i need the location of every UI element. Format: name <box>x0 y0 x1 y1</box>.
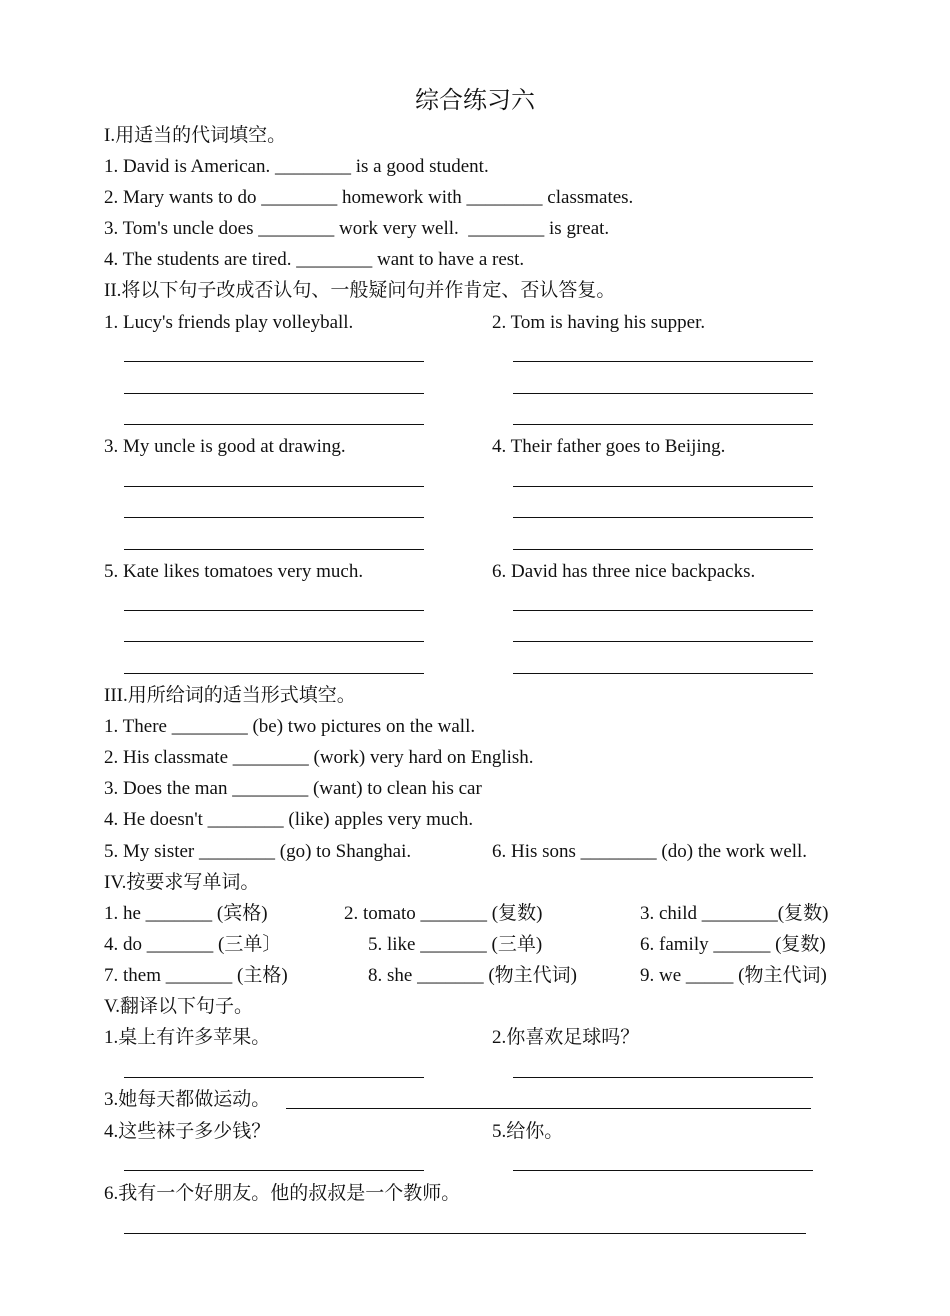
sec4-item-8: 8. she _______ (物主代词) <box>368 965 577 986</box>
answer-line[interactable] <box>124 486 424 487</box>
sec1-item-1: 1. David is American. ________ is a good student. <box>104 156 489 177</box>
sec3-item-3: 3. Does the man ________ (want) to clean his car <box>104 778 482 799</box>
answer-line[interactable] <box>124 393 424 394</box>
section-4-heading: IV.按要求写单词。 <box>104 872 260 893</box>
section-1-heading: I.用适当的代词填空。 <box>104 125 287 146</box>
answer-line[interactable] <box>513 361 813 362</box>
sec4-item-7: 7. them _______ (主格) <box>104 965 288 986</box>
sec4-item-3: 3. child ________(复数) <box>640 903 829 924</box>
answer-line[interactable] <box>513 549 813 550</box>
sec1-item-2: 2. Mary wants to do ________ homework with ________ classmates. <box>104 187 634 208</box>
sec4-item-6: 6. family ______ (复数) <box>640 934 826 955</box>
sec5-item-6: 6.我有一个好朋友。他的叔叔是一个教师。 <box>104 1183 461 1204</box>
sec2-item-1: 1. Lucy's friends play volleyball. <box>104 312 354 333</box>
sec1-item-3: 3. Tom's uncle does ________ work very well. ________ is great. <box>104 218 610 239</box>
answer-line[interactable] <box>124 1233 806 1234</box>
sec3-item-1: 1. There ________ (be) two pictures on the wall. <box>104 716 476 737</box>
answer-line[interactable] <box>124 549 424 550</box>
answer-line[interactable] <box>124 641 424 642</box>
sec4-item-5: 5. like _______ (三单) <box>368 934 543 955</box>
answer-line[interactable] <box>513 517 813 518</box>
sec4-item-1: 1. he _______ (宾格) <box>104 903 268 924</box>
answer-line[interactable] <box>124 673 424 674</box>
answer-line[interactable] <box>124 517 424 518</box>
sec2-item-5: 5. Kate likes tomatoes very much. <box>104 561 364 582</box>
sec2-item-4: 4. Their father goes to Beijing. <box>492 436 726 457</box>
answer-line[interactable] <box>513 424 813 425</box>
answer-line[interactable] <box>124 361 424 362</box>
sec3-item-5: 5. My sister ________ (go) to Shanghai. <box>104 841 412 862</box>
answer-line[interactable] <box>513 1170 813 1171</box>
answer-line[interactable] <box>513 610 813 611</box>
answer-line[interactable] <box>124 610 424 611</box>
sec1-item-4: 4. The students are tired. ________ want to have a rest. <box>104 249 525 270</box>
sec3-item-6: 6. His sons ________ (do) the work well. <box>492 841 808 862</box>
sec2-item-3: 3. My uncle is good at drawing. <box>104 436 346 457</box>
sec5-item-5: 5.给你。 <box>492 1121 564 1142</box>
section-3-heading: III.用所给词的适当形式填空。 <box>104 685 356 706</box>
answer-line[interactable] <box>124 1170 424 1171</box>
sec3-item-2: 2. His classmate ________ (work) very hard on English. <box>104 747 534 768</box>
sec4-item-9: 9. we _____ (物主代词) <box>640 965 827 986</box>
section-5-heading: V.翻译以下句子。 <box>104 996 254 1017</box>
sec2-item-2: 2. Tom is having his supper. <box>492 312 706 333</box>
sec2-item-6: 6. David has three nice backpacks. <box>492 561 756 582</box>
answer-line[interactable] <box>513 486 813 487</box>
sec5-item-4: 4.这些袜子多少钱？ <box>104 1121 271 1142</box>
page-title: 综合练习六 <box>415 88 535 114</box>
answer-line[interactable] <box>513 641 813 642</box>
sec4-item-2: 2. tomato _______ (复数) <box>344 903 543 924</box>
section-2-heading: II.将以下句子改成否认句、一般疑问句并作肯定、否认答复。 <box>104 280 616 301</box>
answer-line[interactable] <box>124 1077 424 1078</box>
answer-line[interactable] <box>513 1077 813 1078</box>
sec4-item-4: 4. do _______ (三单〕 <box>104 934 282 955</box>
sec5-item-1: 1.桌上有许多苹果。 <box>104 1027 271 1048</box>
answer-line[interactable] <box>286 1108 811 1109</box>
sec5-item-3: 3.她每天都做运动。 <box>104 1089 271 1110</box>
answer-line[interactable] <box>513 673 813 674</box>
sec3-item-4: 4. He doesn't ________ (like) apples very much. <box>104 809 474 830</box>
answer-line[interactable] <box>513 393 813 394</box>
sec5-item-2: 2.你喜欢足球吗？ <box>492 1027 640 1048</box>
answer-line[interactable] <box>124 424 424 425</box>
